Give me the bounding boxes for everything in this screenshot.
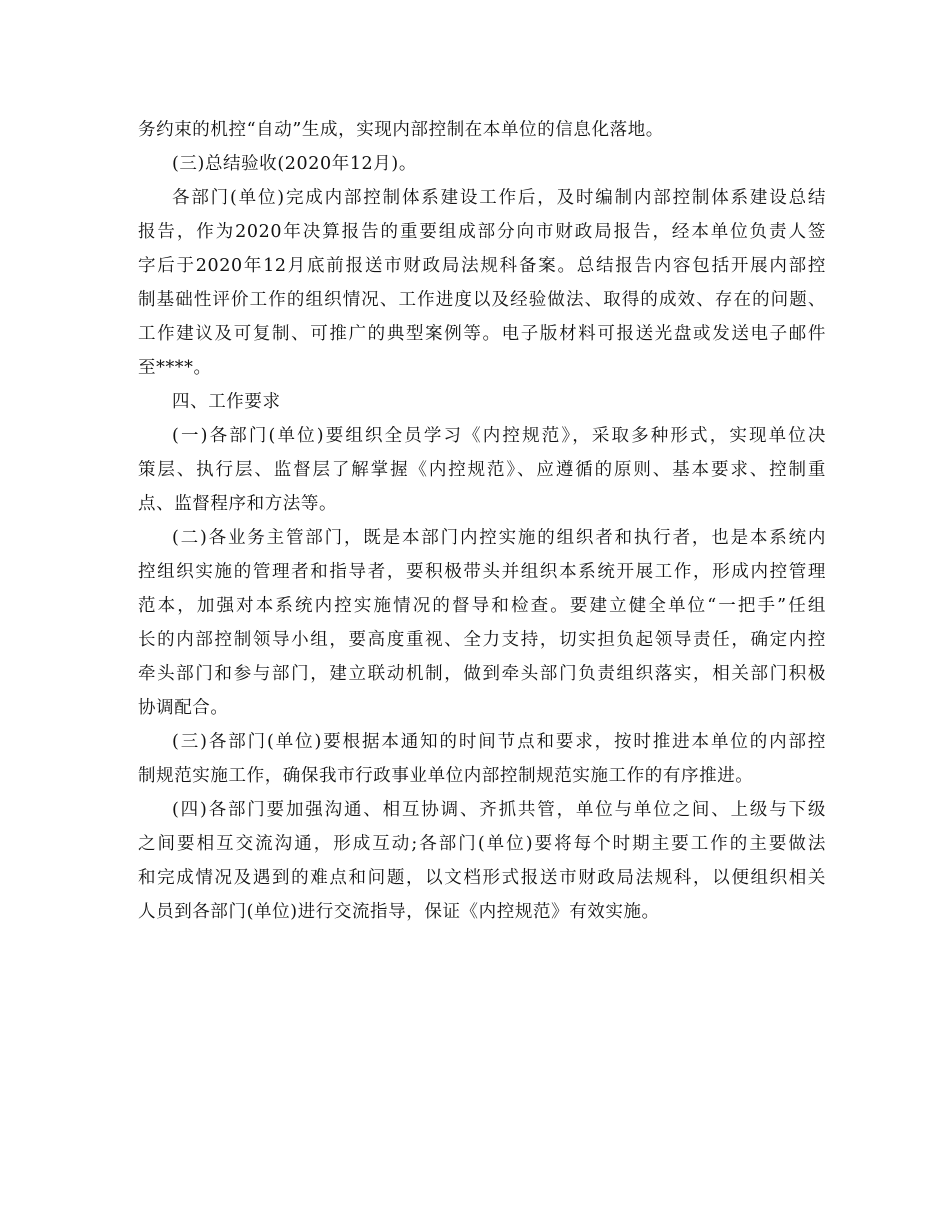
text-line: 策层、执行层、监督层了解掌握《内控规范》、应遵循的原则、基本要求、控制重 (138, 460, 826, 480)
text-line: 之间要相互交流沟通，形成互动;各部门(单位)要将每个时期主要工作的主要做法 (138, 834, 826, 854)
document-body (138, 113, 826, 929)
text-line: 人员到各部门(单位)进行交流指导，保证《内控规范》有效实施。 (138, 902, 660, 922)
text-line: 报告，作为2020年决算报告的重要组成部分向市财政局报告，经本单位负责人签 (138, 222, 826, 242)
text-line: (四)各部门要加强沟通、相互协调、齐抓共管，单位与单位之间、上级与下级 (172, 800, 826, 820)
text-line: 至****。 (138, 358, 212, 378)
text-line: 制基础性评价工作的组织情况、工作进度以及经验做法、取得的成效、存在的问题、 (138, 290, 826, 310)
text-line: (二)各业务主管部门，既是本部门内控实施的组织者和执行者，也是本系统内 (172, 528, 826, 548)
text-line: 点、监督程序和方法等。 (138, 494, 338, 514)
text-line: 制规范实施工作，确保我市行政事业单位内部控制规范实施工作的有序推进。 (138, 766, 754, 786)
text-line: 和完成情况及遇到的难点和问题，以文档形式报送市财政局法规科，以便组织相关 (138, 868, 826, 888)
text-line: 工作建议及可复制、可推广的典型案例等。电子版材料可报送光盘或发送电子邮件 (138, 324, 826, 344)
text-line: 范本，加强对本系统内控实施情况的督导和检查。要建立健全单位“一把手”任组 (138, 596, 826, 616)
text-line: (一)各部门(单位)要组织全员学习《内控规范》，采取多种形式，实现单位决 (172, 426, 826, 446)
text-line: 各部门(单位)完成内部控制体系建设工作后，及时编制内部控制体系建设总结 (172, 188, 826, 208)
text-line: (三)各部门(单位)要根据本通知的时间节点和要求，按时推进本单位的内部控 (172, 732, 826, 752)
section-heading: (三)总结验收(2020年12月)。 (172, 154, 417, 174)
text-line: 字后于2020年12月底前报送市财政局法规科备案。总结报告内容包括开展内部控 (138, 256, 826, 276)
text-line: 协调配合。 (138, 698, 229, 718)
text-line: 务约束的机控“自动”生成，实现内部控制在本单位的信息化落地。 (138, 120, 664, 140)
section-heading: 四、工作要求 (172, 392, 281, 412)
text-line: 控组织实施的管理者和指导者，要积极带头并组织本系统开展工作，形成内控管理 (138, 562, 826, 582)
text-line: 牵头部门和参与部门，建立联动机制，做到牵头部门负责组织落实，相关部门积极 (138, 664, 826, 684)
text-line: 长的内部控制领导小组，要高度重视、全力支持，切实担负起领导责任，确定内控 (138, 630, 826, 650)
